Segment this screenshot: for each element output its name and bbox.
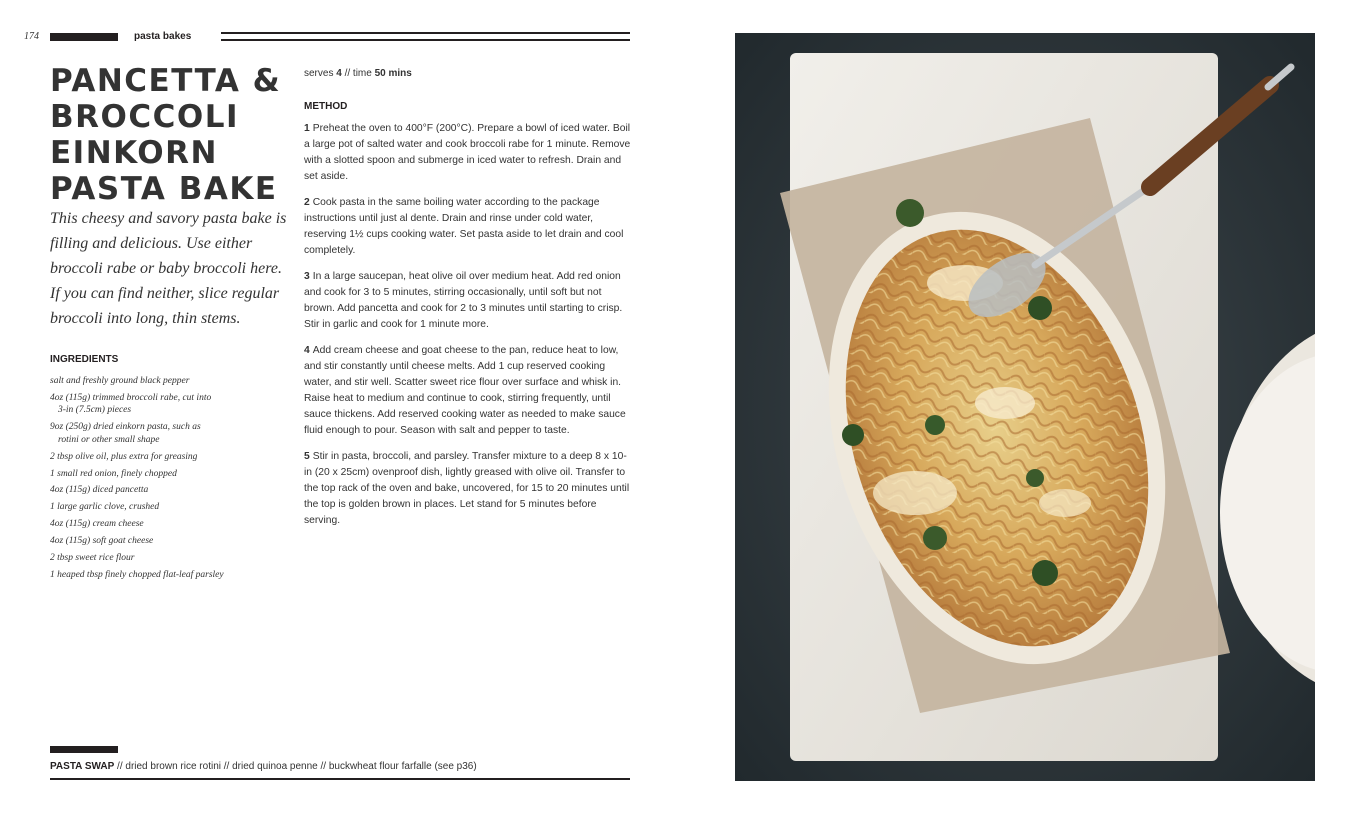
method-steps: [304, 121, 634, 539]
step-number: 5: [304, 451, 310, 462]
ingredient-item: 4oz (115g) cream cheese: [50, 519, 144, 530]
pasta-swap-label: PASTA SWAP: [50, 761, 115, 772]
step-number: 3: [304, 271, 310, 282]
recipe-intro: This cheesy and savory pasta bake is filling and delicious. Use either broccoli rabe or baby broccoli here. If you can find neither, slice regular broccoli into long, thin stems.: [50, 210, 287, 327]
method-step: [304, 195, 634, 259]
serves-time-line: [304, 68, 412, 79]
step-text: Preheat the oven to 400°F (200°C). Prepare a bowl of iced water. Boil a large pot of salted water and cook broccoli rabe for 1 minute. Remove with a slotted spoon and submerge in iced water to refresh. Drain and set aside.: [304, 123, 631, 182]
recipe-title: PANCETTA & BROCCOLI EINKORN PASTA BAKE: [50, 63, 282, 207]
ingredient-item: 2 tbsp sweet rice flour: [50, 553, 135, 564]
footer-rule: [50, 778, 630, 780]
footer-bar: [50, 746, 118, 753]
ingredient-item: 4oz (115g) diced pancetta: [50, 485, 149, 496]
method-step: [304, 121, 634, 185]
serves-label: serves: [304, 68, 334, 79]
method-step: [304, 269, 634, 333]
step-text: In a large saucepan, heat olive oil over medium heat. Add red onion and cook for 3 to 5 minutes, stirring occasionally, until soft but not brown. Add pancetta and cook for 2 to 3 minutes until starting to crisp. Stir in garlic and cook for 1 minute more.: [304, 271, 623, 330]
pasta-swap-text: // dried brown rice rotini // dried quinoa penne // buckwheat flour farfalle (see p36): [114, 761, 477, 772]
ingredient-item: 4oz (115g) trimmed broccoli rabe, cut into 3-in (7.5cm) pieces: [50, 392, 212, 416]
header-rule: [221, 32, 630, 41]
ingredients-heading: INGREDIENTS: [50, 354, 119, 365]
step-number: 1: [304, 123, 310, 134]
method-heading: METHOD: [304, 101, 348, 112]
header-bar: [50, 33, 118, 41]
section-label: pasta bakes: [134, 31, 192, 42]
separator: //: [344, 68, 351, 79]
ingredient-item: 1 heaped tbsp finely chopped flat-leaf parsley: [50, 569, 224, 580]
ingredient-item: salt and freshly ground black pepper: [50, 376, 190, 386]
step-text: Add cream cheese and goat cheese to the pan, reduce heat to low, and stir constantly until cheese melts. Add 1 cup reserved cooking water, and stir well. Scatter sweet rice flour over surface and whisk in. Raise heat to medium and continue to cook, stirring frequently, until sauce thickens. Add reserved cooking water as needed to make sauce fluid enough to pour. Season with salt and pepper to taste.: [304, 345, 626, 436]
step-number: 2: [304, 197, 310, 208]
ingredient-item: 9oz (250g) dried einkorn pasta, such as rotini or other small shape: [50, 422, 201, 445]
ingredients-list: [50, 375, 290, 586]
serves-value: 4: [336, 68, 342, 79]
ingredient-item: 2 tbsp olive oil, plus extra for greasing: [50, 451, 198, 462]
ingredient-item: 1 large garlic clove, crushed: [50, 502, 160, 513]
time-label: time: [352, 68, 372, 79]
method-step: [304, 343, 634, 439]
time-value: 50 mins: [374, 68, 412, 79]
step-number: 4: [304, 345, 310, 356]
step-text: Cook pasta in the same boiling water according to the package instructions until just al dente. Drain and rinse under cold water, reserving 1½ cups cooking water. Set pasta aside to let drain and cool completely.: [304, 197, 624, 256]
step-text: Stir in pasta, broccoli, and parsley. Transfer mixture to a deep 8 x 10-in (20 x 25cm) ovenproof dish, lightly greased with olive oil. Transfer to the top rack of the oven and bake, uncovered, for 15 to 20 minutes until the top is golden brown in places. Let stand for 5 minutes before serving.: [304, 451, 630, 526]
page-number: 174: [24, 31, 39, 42]
ingredient-item: 1 small red onion, finely chopped: [50, 468, 177, 479]
ingredient-item: 4oz (115g) soft goat cheese: [50, 536, 154, 547]
method-step: [304, 449, 634, 529]
recipe-photo: [735, 33, 1315, 781]
pasta-swap-line: [50, 761, 477, 772]
